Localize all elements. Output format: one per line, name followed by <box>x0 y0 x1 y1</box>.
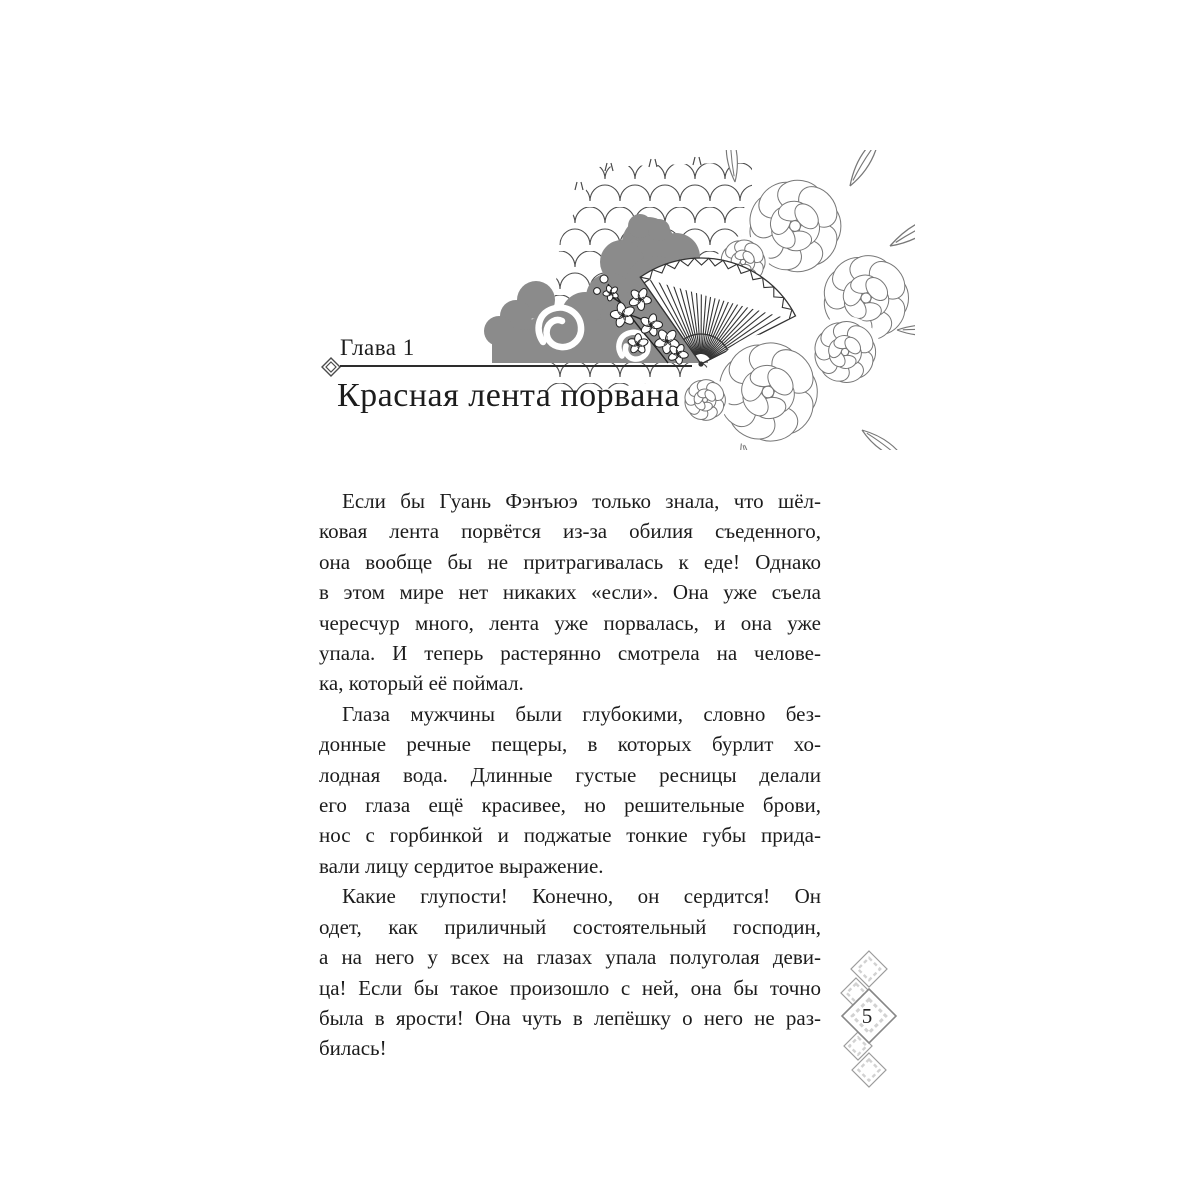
text-line: ца! Если бы такое произошло с ней, она бы точно <box>319 975 821 1000</box>
page-number-ornament <box>833 942 905 1090</box>
text-line: Если бы Гуань Фэнъюэ только знала, что шёл- <box>342 489 821 513</box>
text-line: а на него у всех на глазах упала полуголая деви- <box>319 945 821 970</box>
text-line: чересчур много, лента уже порвалась, и она уже <box>319 610 821 635</box>
text-line: Глаза мужчины были глубокими, словно без- <box>342 701 821 726</box>
text-line: была в ярости! Она чуть в лепёшку о него не раз- <box>319 1005 821 1030</box>
page-number: 5 <box>861 1004 873 1028</box>
text-line: ковая лента порвётся из-за обилия съеденного, <box>319 519 821 544</box>
body-text <box>319 486 821 1064</box>
chapter-label: Глава 1 <box>340 335 415 360</box>
chapter-rule <box>340 365 692 367</box>
text-line: она вообще бы не притрагивалась к еде! Однако <box>319 549 821 574</box>
text-line: донные речные пещеры, в которых бурлит хо- <box>319 732 821 757</box>
text-line: лодная вода. Длинные густые ресницы делали <box>319 762 821 787</box>
chapter-title: Красная лента порвана <box>337 377 681 414</box>
text-line: Какие глупости! Конечно, он сердится! Он <box>342 884 821 909</box>
text-line: одет, как приличный состоятельный господин, <box>319 914 821 939</box>
text-line: упала. И теперь растерянно смотрела на челове- <box>319 641 821 666</box>
text-line: его глаза ещё красивее, но решительные брови, <box>319 793 821 818</box>
text-line: билась! <box>319 1036 387 1061</box>
text-line: вали лицу сердитое выражение. <box>319 853 604 878</box>
text-line: нос с горбинкой и поджатые тонкие губы прида- <box>319 823 821 848</box>
text-line: ка, который её поймал. <box>319 671 524 696</box>
text-line: в этом мире нет никаких «если». Она уже съела <box>319 580 821 605</box>
